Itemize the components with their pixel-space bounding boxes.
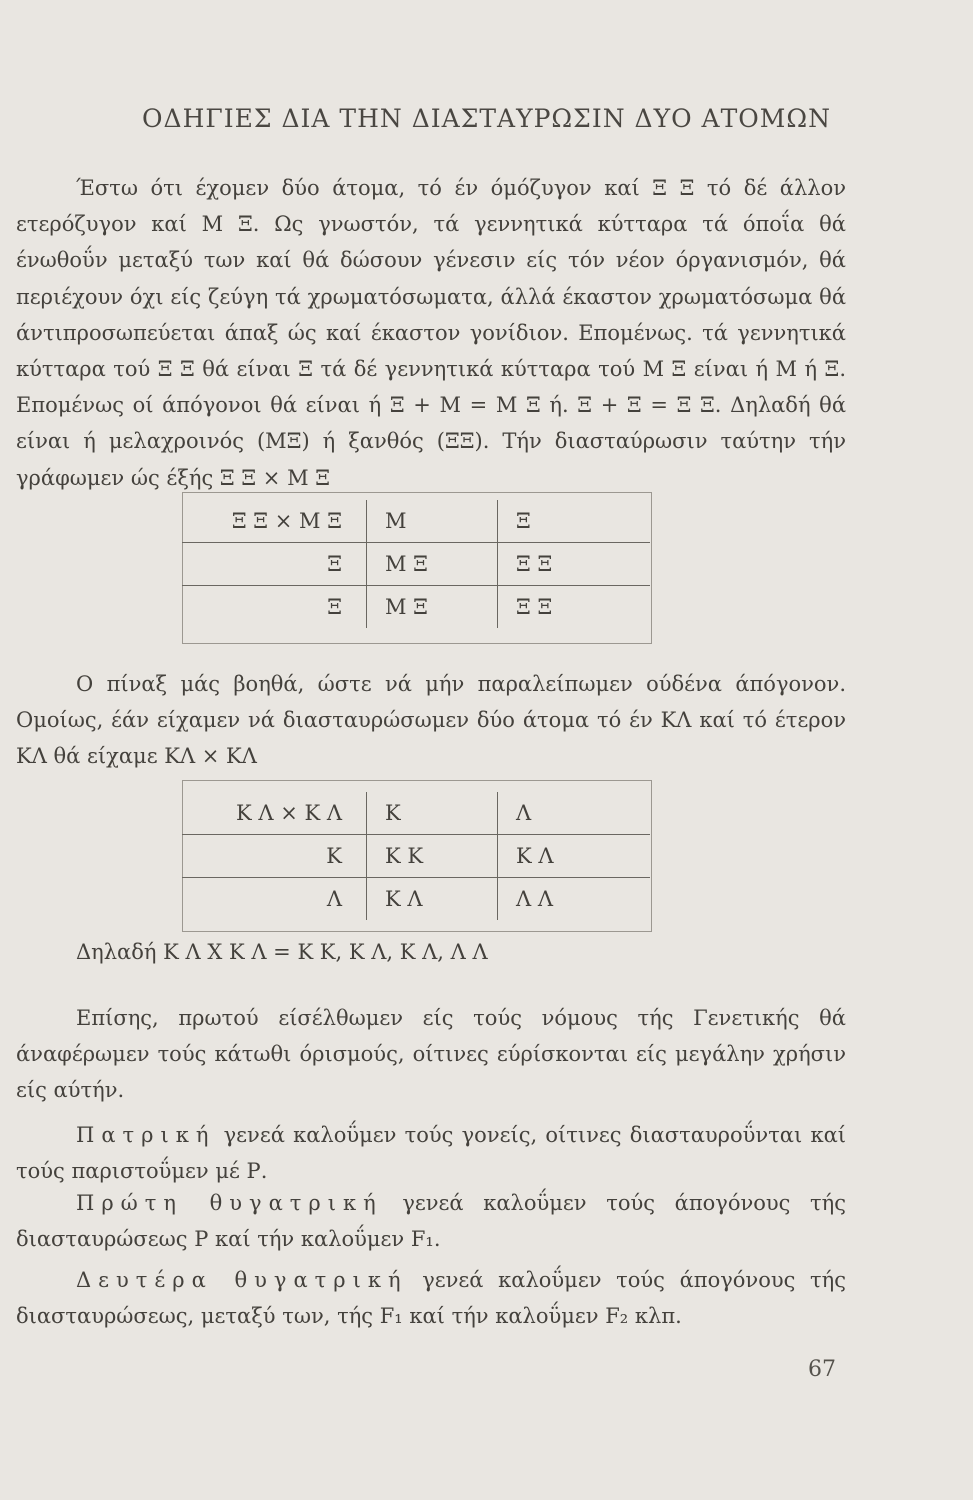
table-row — [182, 792, 650, 835]
term-paternal: Πατρική — [76, 1123, 216, 1147]
definitions-intro: Επίσης, πρωτού είσέλθωμεν είς τούς νόμους τής Γενετικής θά άναφέρωμεν τούς κάτωθι όρισμούς, οίτινες εύρίσκονται είς μεγάλην χρήσιν είς αύτήν. — [16, 1006, 846, 1103]
table-row — [182, 500, 650, 543]
table-row — [182, 835, 650, 878]
table-cell: Λ — [326, 887, 342, 911]
term-first-filial: Πρώτη θυγατρική — [76, 1191, 383, 1215]
table-cell: Κ Λ — [498, 835, 651, 878]
table-row — [182, 878, 650, 921]
table-note-paragraph: Ο πίναξ μάς βοηθά, ώστε νά μήν παραλείπωμεν ούδένα άπόγονον. Ομοίως, έάν είχαμεν νά διασταυρώσωμεν δύο άτομα τό έν ΚΛ καί τό έτερον ΚΛ θά είχαμε ΚΛ × ΚΛ — [16, 672, 846, 769]
definition-second-filial — [16, 1262, 846, 1334]
table-cell: Λ — [498, 792, 651, 835]
table-cell: Μ Ξ — [367, 586, 498, 629]
table-cell: Ξ Ξ — [498, 543, 651, 586]
table-cell: Ξ — [327, 595, 342, 619]
definition-paternal — [16, 1117, 846, 1189]
term-second-filial: Δευτέρα θυγατρική — [76, 1268, 408, 1292]
page-title: ΟΔΗΓΙΕΣ ΔΙΑ ΤΗΝ ΔΙΑΣΤΑΥΡΩΣΙΝ ΔΥΟ ΑΤΟΜΩΝ — [142, 104, 831, 133]
definition-text: γενεά καλοΰμεν τούς άπογόνους τής διασταυρώσεως Ρ καί τήν καλοΰμεν F₁. — [16, 1191, 847, 1252]
table-cell: Ξ Ξ — [498, 586, 651, 629]
intro-paragraph: Έστω ότι έχομεν δύο άτομα, τό έν όμόζυγον καί Ξ Ξ τό δέ άλλον ετερόζυγον καί Μ Ξ. Ως γνωστόν, τά γεννητικά κύτταρα τά όποΐα θά ένωθοΰν μεταξύ των καί θά δώσουν γένεσιν είς τόν νέον όργανισμόν, θά περιέχουν όχι είς ζεύγη τά χρωματόσωματα, άλλά έκαστον χρωματόσωμα θά άντιπροσωπεύεται άπαξ ώς καί έκαστον γονίδιον. Επομένως. τά γεννητικά κύτταρα τού Ξ Ξ θά είναι Ξ τά δέ γεννητικά κύτταρα τού Μ Ξ είναι ή Μ ή Ξ. Επομένως οί άπόγονοι θά είναι ή Ξ + Μ = Μ Ξ ή. Ξ + Ξ = Ξ Ξ. Δηλαδή θά είναι ή μελαχροινός (ΜΞ) ή ξανθός (ΞΞ). Τήν διασταύρωσιν ταύτην τήν γράφωμεν ώς έξής Ξ Ξ × Μ Ξ — [16, 176, 846, 490]
table-cell: Κ — [182, 835, 367, 878]
result-line: Δηλαδή Κ Λ Χ Κ Λ = Κ Κ, Κ Λ, Κ Λ, Λ Λ — [76, 940, 488, 964]
table-cell: Μ — [367, 500, 498, 543]
table-cell: Κ Λ — [367, 878, 498, 921]
table-cell: Ξ — [498, 500, 651, 543]
cross-table-1 — [182, 500, 650, 628]
definition-text: γενεά καλοΰμεν τούς άπογόνους τής διασταυρώσεως, μεταξύ των, τής F₁ καί τήν καλοΰμεν F₂ κλπ. — [16, 1268, 846, 1329]
table-cell: Ξ — [182, 543, 367, 586]
table-cell: Κ — [367, 792, 498, 835]
definition-text: γενεά καλοΰμεν τούς γονείς, οίτινες διασταυροΰνται καί τούς παριστοΰμεν μέ Ρ. — [16, 1123, 846, 1184]
table-row — [182, 543, 650, 586]
page-number: 67 — [808, 1357, 836, 1382]
cross-table-2 — [182, 792, 650, 920]
table-cell: Λ Λ — [498, 878, 651, 921]
table-cell: Κ Λ × Κ Λ — [182, 792, 367, 835]
table-cell: Ξ Ξ × Μ Ξ — [182, 500, 367, 543]
table-cell: Μ Ξ — [367, 543, 498, 586]
table-row — [182, 586, 650, 629]
table-cell: Κ Κ — [367, 835, 498, 878]
definition-first-filial — [16, 1185, 846, 1257]
